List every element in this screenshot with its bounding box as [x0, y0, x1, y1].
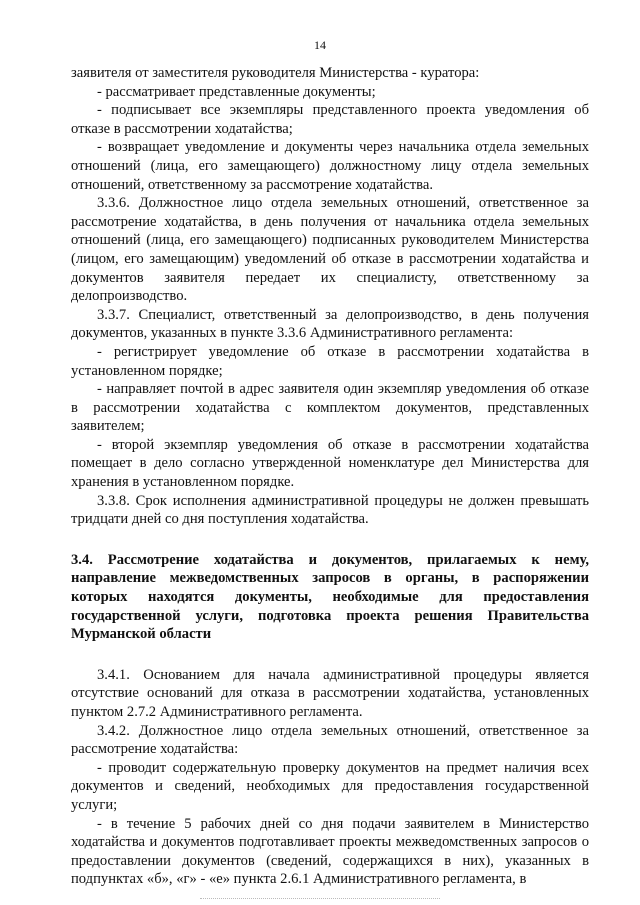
paragraph: 3.4.1. Основанием для начала административной процедуры является отсутствие оснований для отказа в рассмотрении ходатайства, установленных пунктом 2.7.2 Административного регламента. — [71, 666, 589, 720]
paragraph: - проводит содержательную проверку документов на предмет наличия всех документов и сведений, необходимых для предоставления государственной услуги; — [71, 759, 589, 813]
paragraph: 3.3.8. Срок исполнения административной процедуры не должен превышать тридцати дней со дня поступления ходатайства. — [71, 492, 589, 528]
paragraph: - направляет почтой в адрес заявителя один экземпляр уведомления об отказе в рассмотрении ходатайства с комплектом документов, представленных заявителем; — [71, 381, 589, 435]
paragraph: заявителя от заместителя руководителя Министерства - куратора: — [71, 65, 480, 81]
paragraph: 3.3.6. Должностное лицо отдела земельных отношений, ответственное за рассмотрение ходатайства, в день получения от начальника отдела земельных отношений (лица, его замещающего) подписанных руководителем Министерства (лицом, его замещающим) уведомлений об отказе в рассмотрении ходатайства и документов заявителя передает их специалисту, ответственному за делопроизводство. — [71, 195, 589, 305]
document-body — [71, 64, 589, 889]
paragraph: - регистрирует уведомление об отказе в рассмотрении ходатайства в установленном порядке; — [71, 343, 589, 379]
paragraph: - рассматривает представленные документы; — [97, 83, 376, 100]
paragraph: 3.3.7. Специалист, ответственный за делопроизводство, в день получения документов, указанных в пункте 3.3.6 Административного регламента: — [71, 306, 589, 342]
paragraph: - подписывает все экземпляры представленного проекта уведомления об отказе в рассмотрении ходатайства; — [71, 102, 589, 137]
page-number: 14 — [314, 38, 326, 52]
scan-footer-mark — [200, 898, 440, 900]
section-heading: 3.4. Рассмотрение ходатайства и документов, прилагаемых к нему, направление межведомственных запросов в органы, в распоряжении которых находятся документы, необходимые для предоставления государственной услуги, подготовка проекта решения Правительства Мурманской области — [71, 551, 589, 643]
paragraph: - в течение 5 рабочих дней со дня подачи заявителем в Министерство ходатайства и документов подготавливает проекты межведомственных запросов о предоставлении документов (сведений, содержащихся в них), указанных в подпунктах «б», «г» - «е» пункта 2.6.1 Административного регламента, в — [71, 815, 589, 888]
paragraph: - второй экземпляр уведомления об отказе в рассмотрении ходатайства помещает в дело согласно утвержденной номенклатуре дел Министерства для хранения в установленном порядке. — [71, 436, 589, 491]
paragraph: - возвращает уведомление и документы через начальника отдела земельных отношений (лица, его замещающего) должностному лицу отдела земельных отношений, ответственному за рассмотрение ходатайства. — [71, 139, 589, 193]
paragraph: 3.4.2. Должностное лицо отдела земельных отношений, ответственное за рассмотрение ходатайства: — [71, 722, 589, 758]
